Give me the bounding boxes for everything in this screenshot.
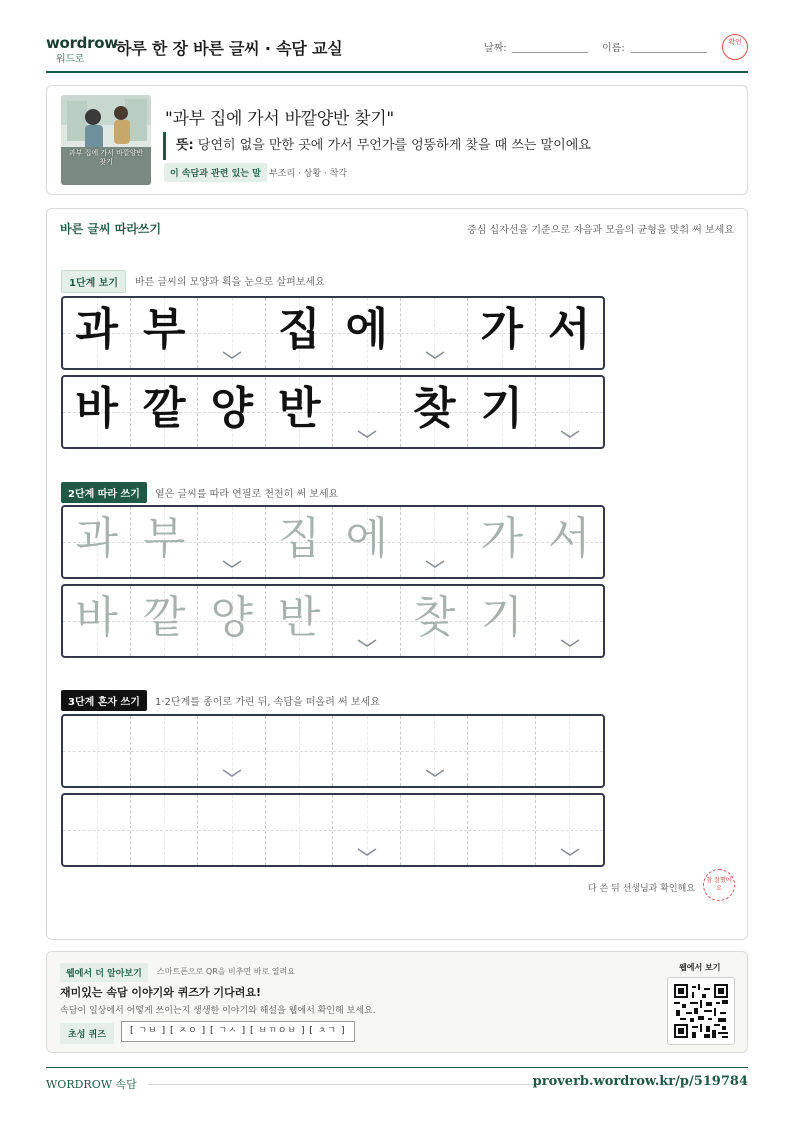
grid-cell[interactable]	[536, 507, 604, 577]
grid-cell[interactable]	[333, 586, 401, 656]
practice-character: 찾	[412, 383, 456, 434]
practice-character: 집	[277, 513, 321, 564]
space-marker-icon	[357, 429, 377, 439]
step1-row-1	[61, 296, 605, 370]
grid-cell[interactable]	[63, 586, 131, 656]
step2-row-1[interactable]	[61, 505, 605, 579]
grid-cell[interactable]	[401, 795, 469, 865]
grid-cell[interactable]	[333, 716, 401, 786]
grid-cell	[333, 377, 401, 447]
grid-cell[interactable]	[333, 507, 401, 577]
grid-cell[interactable]	[468, 716, 536, 786]
proverb-title: "과부 집에 가서 바깥양반 찾기"	[165, 109, 394, 129]
step3-row-1[interactable]	[61, 714, 605, 788]
grid-cell	[468, 377, 536, 447]
step3-desc: 1·2단계를 종이로 가린 뒤, 속담을 떠올려 써 보세요	[155, 697, 380, 708]
proverb-illustration	[61, 95, 151, 185]
grid-cell[interactable]	[131, 716, 199, 786]
practice-character: 바	[75, 383, 118, 434]
good-job-stamp-label: 참 잘했어요	[706, 877, 732, 892]
grid-cell[interactable]	[198, 795, 266, 865]
grid-cell	[63, 377, 131, 447]
step1-desc: 바른 글씨의 모양과 획을 눈으로 살펴보세요	[135, 277, 325, 288]
grid-cell	[266, 298, 334, 368]
practice-character: 부	[142, 304, 186, 355]
practice-character: 양	[210, 592, 253, 643]
page-header	[46, 28, 748, 73]
chosung-quiz: [ ㄱㅂ ] [ ㅈㅇ ] [ ㄱㅅ ] [ ㅂㄲㅇㅂ ] [ ㅊㄱ ]	[121, 1021, 355, 1042]
grid-cell[interactable]	[468, 586, 536, 656]
practice-character: 깥	[142, 592, 186, 643]
grid-cell[interactable]	[333, 795, 401, 865]
meaning-text: 당연히 없을 만한 곳에 가서 무언가를 엉뚱하게 찾을 때 쓰는 말이에요	[197, 138, 591, 153]
stamp-label: 확인	[728, 38, 742, 46]
practice-character: 깥	[142, 383, 186, 434]
web-description: 속담이 일상에서 어떻게 쓰이는지 생생한 이야기와 해설을 웹에서 확인해 보세요.	[60, 1006, 376, 1016]
proverb-card	[46, 85, 748, 195]
practice-character: 에	[345, 513, 388, 564]
grid-cell[interactable]	[198, 586, 266, 656]
practice-character: 기	[480, 383, 523, 434]
practice-character: 과	[75, 513, 118, 564]
grid-cell[interactable]	[63, 507, 131, 577]
space-marker-icon	[222, 768, 242, 778]
related-words: 부조리 · 상황 · 착각	[269, 169, 348, 179]
step1-badge: 1단계 보기	[61, 270, 126, 293]
grid-cell[interactable]	[131, 795, 199, 865]
date-field[interactable]	[512, 52, 588, 53]
grid-cell[interactable]	[401, 507, 469, 577]
grid-cell[interactable]	[131, 507, 199, 577]
confirm-note: 다 쓴 뒤 선생님과 확인해요	[587, 884, 695, 894]
step3-badge: 3단계 혼자 쓰기	[61, 690, 147, 711]
web-section	[46, 951, 748, 1053]
practice-character: 에	[345, 304, 388, 355]
space-marker-icon	[425, 559, 445, 569]
proverb-meaning	[163, 132, 591, 160]
grid-cell[interactable]	[266, 586, 334, 656]
name-label: 이름:	[602, 43, 625, 54]
footer-brand: WORDROW 속담	[46, 1078, 137, 1091]
practice-character: 서	[547, 304, 591, 355]
qr-label: 웹에서 보기	[679, 963, 721, 972]
step2-desc: 옅은 글씨를 따라 연필로 천천히 써 보세요	[155, 489, 339, 500]
logo	[46, 34, 118, 65]
footer-divider	[46, 1067, 748, 1068]
grid-cell[interactable]	[401, 716, 469, 786]
practice-title: 바른 글씨 따라쓰기	[60, 222, 162, 236]
web-heading: 재미있는 속담 이야기와 퀴즈가 기다려요!	[60, 986, 261, 999]
grid-cell	[401, 298, 469, 368]
qr-code[interactable]	[667, 977, 735, 1045]
logo-text: wordrow	[46, 34, 118, 52]
practice-character: 바	[75, 592, 118, 643]
practice-character: 집	[277, 304, 321, 355]
space-marker-icon	[425, 768, 445, 778]
grid-cell[interactable]	[131, 586, 199, 656]
grid-cell[interactable]	[536, 795, 604, 865]
grid-cell	[401, 377, 469, 447]
grid-cell	[63, 298, 131, 368]
good-job-stamp-icon	[703, 869, 735, 901]
practice-character: 양	[210, 383, 253, 434]
illustration-caption: 과부 집에 가서 바깥양반 찾기	[68, 149, 144, 166]
quiz-label: 초성 퀴즈	[60, 1023, 114, 1044]
grid-cell	[536, 377, 604, 447]
grid-cell[interactable]	[536, 586, 604, 656]
grid-cell[interactable]	[63, 716, 131, 786]
practice-character: 가	[480, 513, 523, 564]
footer-url-link[interactable]: proverb.wordrow.kr/p/519784	[532, 1074, 748, 1089]
practice-character: 찾	[412, 592, 456, 643]
web-badge: 웹에서 더 알아보기	[60, 963, 148, 982]
grid-cell[interactable]	[63, 795, 131, 865]
step2-row-2[interactable]	[61, 584, 605, 658]
name-field[interactable]	[631, 52, 707, 53]
grid-cell[interactable]	[468, 795, 536, 865]
confirm-stamp-icon	[722, 34, 748, 60]
logo-subtext: 워드로	[56, 54, 85, 65]
handwriting-practice	[46, 208, 748, 940]
grid-cell[interactable]	[468, 507, 536, 577]
practice-character: 반	[277, 383, 321, 434]
grid-cell	[536, 298, 604, 368]
space-marker-icon	[222, 350, 242, 360]
practice-character: 반	[277, 592, 321, 643]
space-marker-icon	[560, 429, 580, 439]
grid-cell	[266, 377, 334, 447]
space-marker-icon	[357, 638, 377, 648]
grid-cell[interactable]	[198, 716, 266, 786]
step2-badge: 2단계 따라 쓰기	[61, 482, 147, 503]
space-marker-icon	[560, 638, 580, 648]
step3-row-2[interactable]	[61, 793, 605, 867]
web-hint: 스마트폰으로 QR을 비추면 바로 열려요	[157, 967, 295, 976]
meaning-label: 뜻:	[176, 138, 194, 153]
space-marker-icon	[425, 350, 445, 360]
practice-character: 부	[142, 513, 186, 564]
grid-cell[interactable]	[198, 507, 266, 577]
date-label: 날짜:	[484, 43, 507, 54]
space-marker-icon	[222, 559, 242, 569]
grid-cell[interactable]	[401, 586, 469, 656]
grid-cell	[198, 298, 266, 368]
grid-cell[interactable]	[266, 507, 334, 577]
footer-rule-line	[148, 1084, 538, 1085]
page-title: 하루 한 장 바른 글씨 · 속담 교실	[116, 39, 343, 58]
grid-cell	[468, 298, 536, 368]
space-marker-icon	[357, 847, 377, 857]
practice-character: 기	[480, 592, 523, 643]
practice-character: 가	[480, 304, 523, 355]
grid-cell	[131, 377, 199, 447]
grid-cell	[333, 298, 401, 368]
grid-cell[interactable]	[536, 716, 604, 786]
space-marker-icon	[560, 847, 580, 857]
grid-cell	[198, 377, 266, 447]
practice-character: 서	[547, 513, 591, 564]
grid-cell[interactable]	[266, 716, 334, 786]
grid-cell[interactable]	[266, 795, 334, 865]
related-tag: 이 속담과 관련 있는 말	[164, 163, 267, 182]
step1-row-2	[61, 375, 605, 449]
practice-note: 중심 십자선을 기준으로 자음과 모음의 균형을 맞춰 써 보세요	[467, 225, 734, 236]
grid-cell	[131, 298, 199, 368]
practice-character: 과	[75, 304, 118, 355]
